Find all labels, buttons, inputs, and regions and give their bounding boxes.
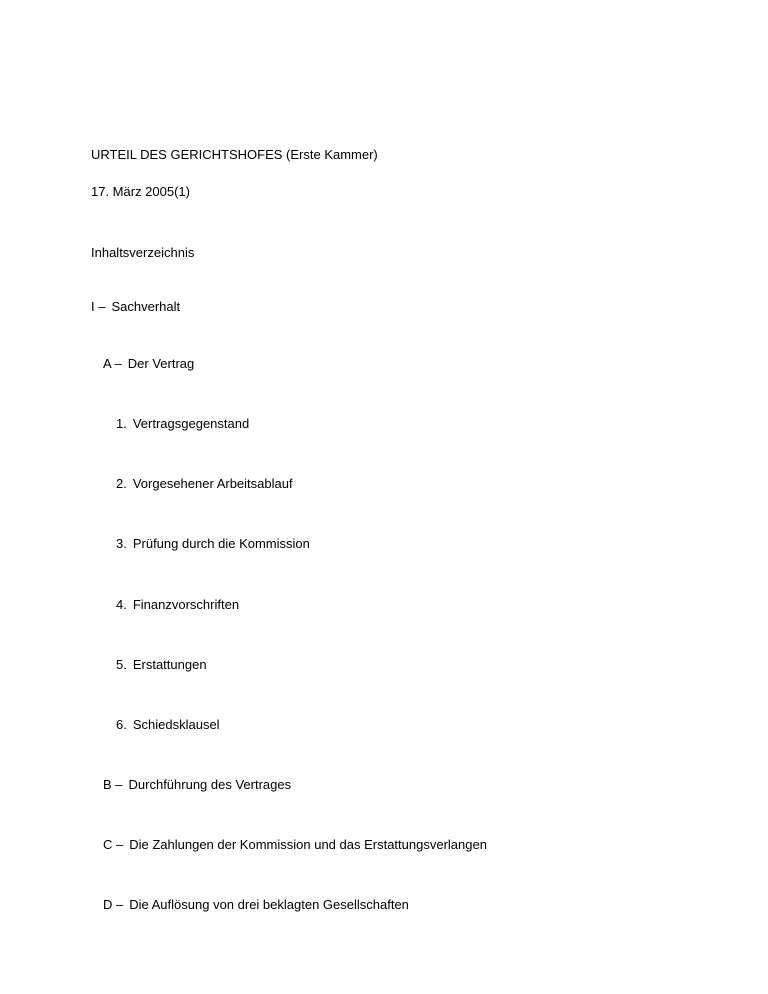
toc-entry-item-4[interactable] xyxy=(116,597,239,613)
toc-entry-label: Prüfung durch die Kommission xyxy=(132,536,310,551)
toc-entry-section-a[interactable] xyxy=(103,356,194,372)
toc-entry-label: Sachverhalt xyxy=(111,299,181,314)
toc-entry-label: Der Vertrag xyxy=(127,356,195,371)
toc-entry-number: 6. xyxy=(116,717,127,732)
toc-entry-number: A – xyxy=(103,356,122,371)
toc-entry-label: Die Auflösung von drei beklagten Gesellschaften xyxy=(129,897,409,912)
toc-entry-section-b[interactable] xyxy=(103,777,291,793)
toc-entry-section-c[interactable] xyxy=(103,837,487,853)
toc-entry-item-2[interactable] xyxy=(116,476,293,492)
toc-entry-section-d[interactable] xyxy=(103,897,409,913)
toc-entry-label: Schiedsklausel xyxy=(132,717,220,732)
toc-entry-item-3[interactable] xyxy=(116,536,310,552)
judgment-title: URTEIL DES GERICHTSHOFES (Erste Kammer) xyxy=(91,147,378,162)
toc-entry-number: 3. xyxy=(116,536,127,551)
toc-entry-number: D – xyxy=(103,897,124,912)
toc-entry-number: 4. xyxy=(116,597,127,612)
toc-entry-label: Die Zahlungen der Kommission und das Erstattungsverlangen xyxy=(129,837,487,852)
toc-entry-section-1[interactable] xyxy=(91,299,180,315)
toc-entry-item-5[interactable] xyxy=(116,657,207,673)
toc-entry-number: I – xyxy=(91,299,106,314)
toc-entry-label: Erstattungen xyxy=(132,657,207,672)
toc-entry-item-1[interactable] xyxy=(116,416,249,432)
toc-entry-label: Finanzvorschriften xyxy=(132,597,240,612)
toc-entry-label: Vorgesehener Arbeitsablauf xyxy=(132,476,293,491)
toc-entry-label: Vertragsgegenstand xyxy=(132,416,250,431)
toc-entry-number: 2. xyxy=(116,476,127,491)
toc-entry-number: C – xyxy=(103,837,124,852)
toc-entry-number: 5. xyxy=(116,657,127,672)
judgment-date: 17. März 2005(1) xyxy=(91,184,190,199)
toc-entry-number: 1. xyxy=(116,416,127,431)
toc-entry-number: B – xyxy=(103,777,123,792)
toc-entry-label: Durchführung des Vertrages xyxy=(128,777,292,792)
toc-entry-item-6[interactable] xyxy=(116,717,220,733)
toc-heading: Inhaltsverzeichnis xyxy=(91,245,195,260)
